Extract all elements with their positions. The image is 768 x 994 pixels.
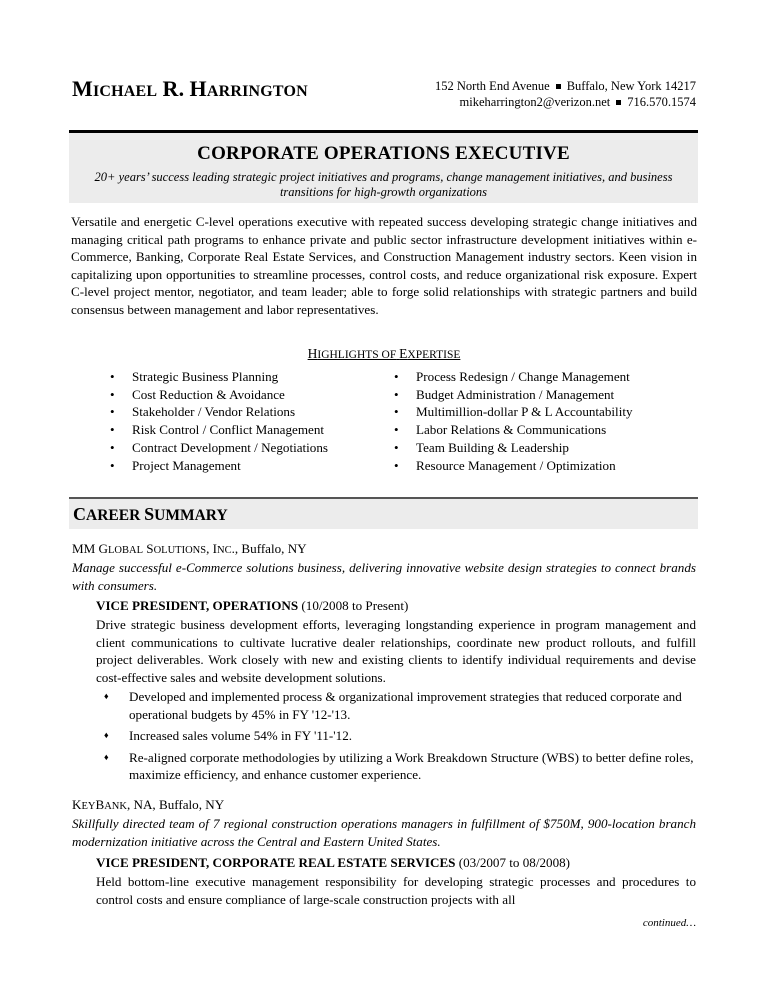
highlights-heading: HIGHLIGHTS OF EXPERTISE — [307, 346, 461, 361]
company-name: KEYBANK, NA, Buffalo, NY — [72, 797, 225, 812]
contact-info — [435, 78, 696, 110]
list-item: • Process Redesign / Change Management — [394, 368, 633, 386]
company-description: Manage successful e-Commerce solutions business, delivering innovative website design strategies to connect brands with consumers. — [72, 560, 696, 593]
role-heading: VICE PRESIDENT, OPERATIONS (10/2008 to Present) — [96, 598, 409, 613]
highlights-left-list — [110, 368, 328, 474]
list-item: • Strategic Business Planning — [110, 368, 328, 386]
achievements-list — [104, 688, 696, 788]
role-description: Held bottom-line executive management responsibility for developing strategic processes and procedures to control costs and ensure compliance of large-scale construction projects with all — [96, 874, 696, 907]
career-summary-bar — [69, 497, 698, 529]
company-name: MM GLOBAL SOLUTIONS, INC., Buffalo, NY — [72, 541, 307, 556]
square-bullet-icon — [616, 100, 621, 105]
list-item: • Stakeholder / Vendor Relations — [110, 403, 328, 421]
continued-note: continued… — [642, 917, 696, 929]
list-item: • Risk Control / Conflict Management — [110, 421, 328, 439]
list-item: ♦ Developed and implemented process & organizational improvement strategies that reduced corporate and operational budgets by 45% in FY '12-'13. — [104, 688, 696, 723]
list-item: • Resource Management / Optimization — [394, 457, 633, 475]
list-item: • Labor Relations & Communications — [394, 421, 633, 439]
banner-subtitle: 20+ years’ success leading strategic project initiatives and programs, change management initiatives, and business transitions for high-growth organizations — [94, 170, 673, 199]
list-item: • Cost Reduction & Avoidance — [110, 386, 328, 404]
title-banner — [69, 130, 698, 203]
highlights-right-list — [394, 368, 633, 474]
list-item: • Budget Administration / Management — [394, 386, 633, 404]
list-item: ♦ Increased sales volume 54% in FY '11-'12. — [104, 727, 696, 745]
candidate-name: MICHAEL R. HARRINGTON — [72, 76, 308, 101]
square-bullet-icon — [556, 84, 561, 89]
banner-title: CORPORATE OPERATIONS EXECUTIVE — [197, 143, 570, 164]
email-phone-line — [435, 94, 696, 110]
role-description: Drive strategic business development efforts, leveraging longstanding experience in program management and client communications to cultivate lucrative dealer relationships, coordinate new product rollouts, and fulfill project deliverables. Work closely with new and existing clients to identify individual requirements and devise cost-effective sales and website development solutions. — [96, 617, 696, 685]
role-heading: VICE PRESIDENT, CORPORATE REAL ESTATE SERVICES (03/2007 to 08/2008) — [96, 855, 571, 870]
list-item: ♦ Re-aligned corporate methodologies by utilizing a Work Breakdown Structure (WBS) to better define roles, maximize efficiency, and enhance customer experience. — [104, 749, 696, 784]
profile-summary: Versatile and energetic C-level operations executive with repeated success developing strategic change initiatives and managing critical path programs to enhance private and public sector infrastructure development initiatives within e-Commerce, Banking, Corporate Real Estate Services, and Construction Management industry sectors. Keen vision in capitalizing upon opportunities to streamline processes, control costs, and reduce organizational risk exposure. Expert C-level project mentor, negotiator, and team leader; able to forge solid relationships with strategic partners and build consensus between management and labor representatives. — [71, 214, 697, 317]
list-item: • Project Management — [110, 457, 328, 475]
list-item: • Multimillion-dollar P & L Accountability — [394, 403, 633, 421]
list-item: • Team Building & Leadership — [394, 439, 633, 457]
section-title: CAREER SUMMARY — [73, 504, 228, 524]
email-link[interactable]: mikeharrington2@verizon.net — [459, 95, 611, 109]
company-description: Skillfully directed team of 7 regional construction operations managers in fulfillment of $750M, 900-location branch modernization initiative across the Central and Eastern United States. — [72, 816, 696, 849]
phone-number: 716.570.1574 — [627, 95, 696, 109]
list-item: • Contract Development / Negotiations — [110, 439, 328, 457]
address-line: 152 North End Avenue Buffalo, New York 14217 — [435, 79, 696, 93]
